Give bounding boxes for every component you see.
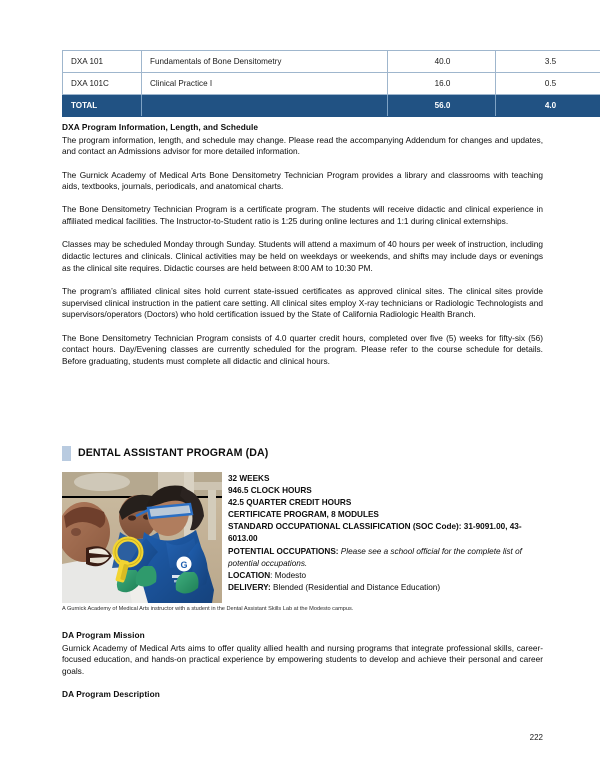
- fact-location-value: : Modesto: [270, 570, 307, 580]
- dxa-course-table: [62, 50, 600, 117]
- cell-course-title: Clinical Practice I: [142, 73, 388, 95]
- fact-soc-label: STANDARD OCCUPATIONAL CLASSIFICATION (SOC Code):: [228, 522, 462, 532]
- fact-program-type: [228, 509, 543, 521]
- da-program-facts: [228, 473, 543, 594]
- table-row: [63, 73, 600, 95]
- dxa-paragraph-2: The Gurnick Academy of Medical Arts Bone Densitometry Technician Program provides a library and classrooms with teaching aids, textbooks, journals, periodicals, and anatomical charts.: [62, 169, 543, 192]
- dxa-paragraph-3: The Bone Densitometry Technician Program is a certificate program. The students will receive didactic and clinical experience in affiliated medical facilities. The Instructor-to-Student ratio is 1:25 during online lectures and 1:1 during clinical externships.: [62, 204, 543, 227]
- dxa-paragraph-5: The program’s affiliated clinical sites hold current state-issued certificates as approved clinical sites. The clinical sites provide supervised clinical instruction in the patient care setting. All clinical sites employ X-ray technicians or Radiologic Technologists and supervisors/operators (Doctors) who hold certification issued by the State of California Radiologic Health Branch.: [62, 285, 543, 320]
- cell-total-credits: 4.0: [496, 95, 600, 117]
- fact-location: [228, 570, 543, 582]
- da-mission-heading: DA Program Mission: [62, 630, 145, 640]
- cell-course-title: Fundamentals of Bone Densitometry: [142, 51, 388, 73]
- svg-text:G: G: [180, 560, 188, 570]
- dxa-paragraph-6: The Bone Densitometry Technician Program consists of 4.0 quarter credit hours, completed over five (5) weeks for fifty-six (56) contact hours. Day/Evening classes are currently scheduled for the program. Please refer to the course schedule for details. Before graduating, students must complete all didactic and clinical hours.: [62, 332, 543, 366]
- fact-soc: [228, 521, 543, 545]
- fact-delivery: [228, 582, 543, 594]
- cell-clock-hours: 16.0: [388, 73, 496, 95]
- da-mission-text: Gurnick Academy of Medical Arts aims to offer quality allied health and nursing programs that integrate professional skills, career-focused education, and hands-on practical experience by empowering students to develop and achieve their personal and career goals.: [62, 642, 543, 676]
- da-description-heading: DA Program Description: [62, 689, 160, 700]
- cell-total-label: TOTAL: [63, 95, 142, 117]
- cell-total-hours: 56.0: [388, 95, 496, 117]
- fact-program-type-value: CERTIFICATE PROGRAM, 8 MODULES: [228, 510, 379, 520]
- fact-occupations-value: Please see a school official for the complete list of potential occupations.: [228, 546, 522, 568]
- fact-location-label: LOCATION: [228, 570, 271, 580]
- fact-credit-hours: [228, 497, 543, 509]
- cell-total-blank: [142, 95, 388, 117]
- fact-weeks: [228, 473, 543, 485]
- dxa-program-info-section: [62, 122, 543, 368]
- heading-accent-bar-icon: [62, 446, 71, 461]
- dental-assistant-lab-photo: [62, 472, 222, 603]
- fact-clock-hours-value: 946.5 CLOCK HOURS: [228, 486, 312, 496]
- dxa-section-heading: DXA Program Information, Length, and Schedule: [62, 122, 259, 132]
- cell-credit-hours: 0.5: [496, 73, 600, 95]
- table-total-row: [63, 95, 600, 117]
- da-mission-section: [62, 630, 543, 702]
- photo-caption: A Gurnick Academy of Medical Arts instructor with a student in the Dental Assistant Skills Lab at the Modesto campus.: [62, 606, 354, 612]
- fact-soc-value: 31-9091.00, 43-6013.00: [228, 522, 522, 544]
- fact-delivery-label: DELIVERY:: [228, 582, 271, 592]
- fact-clock-hours: [228, 485, 543, 497]
- fact-delivery-value: Blended (Residential and Distance Education): [270, 582, 441, 592]
- da-program-heading-row: [62, 446, 543, 461]
- cell-course-code: DXA 101: [63, 51, 142, 73]
- da-program-heading: DENTAL ASSISTANT PROGRAM (DA): [78, 447, 269, 459]
- fact-credit-hours-value: 42.5 QUARTER CREDIT HOURS: [228, 498, 352, 508]
- cell-credit-hours: 3.5: [496, 51, 600, 73]
- dxa-paragraph-1: The program information, length, and schedule may change. Please read the accompanying Addendum for changes and updates, and contact an Admissions advisor for more detailed information.: [62, 134, 543, 157]
- cell-clock-hours: 40.0: [388, 51, 496, 73]
- fact-occupations-label: POTENTIAL OCCUPATIONS:: [228, 546, 339, 556]
- fact-occupations: [228, 546, 543, 570]
- cell-course-code: DXA 101C: [63, 73, 142, 95]
- table-row: [63, 51, 600, 73]
- fact-weeks-value: 32 WEEKS: [228, 474, 270, 483]
- page-number: 222: [529, 733, 543, 742]
- dxa-paragraph-4: Classes may be scheduled Monday through Sunday. Students will attend a maximum of 40 hours per week of instruction, including didactic lectures and clinicals. Clinical activities may be held on weekdays or weekends, and shifts may include days or evenings as the clinical site requires. Didactic courses are held between 8:00 AM to 10:30 PM.: [62, 239, 543, 273]
